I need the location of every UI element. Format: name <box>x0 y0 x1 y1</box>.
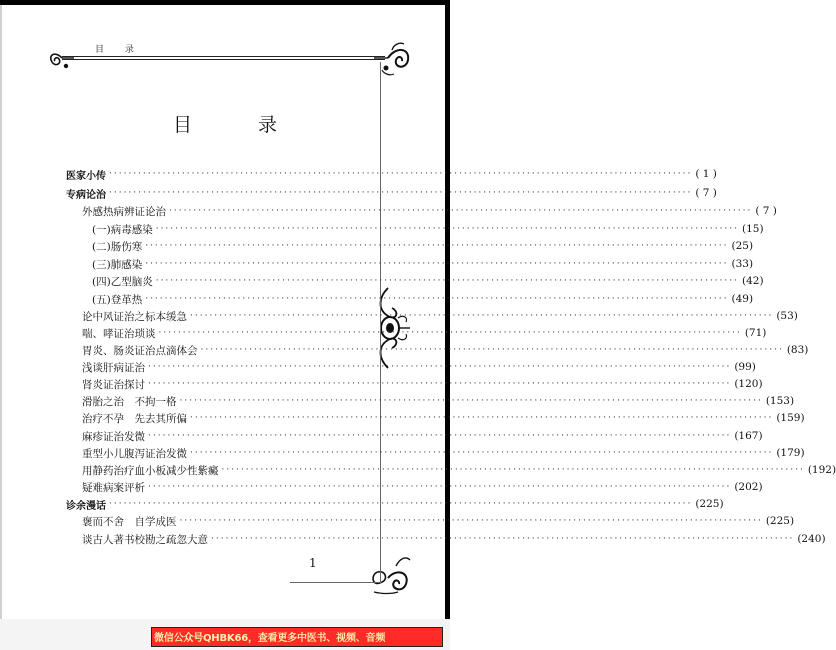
toc-leader-dots: ························································································································ <box>148 379 732 389</box>
toc-entry-title: 喘、哮证治琐谈 <box>82 327 156 340</box>
toc-entry <box>92 238 754 254</box>
toc-leader-dots: ························································································································ <box>200 345 784 355</box>
toc-entry <box>66 185 717 201</box>
toc-entry-title: 褒而不舍 自学成医 <box>82 515 177 528</box>
toc-entry <box>82 342 809 358</box>
toc-entry <box>66 166 717 182</box>
watermark-text: 微信公众号QHBK66，查看更多中医书、视频、音频 <box>154 633 386 644</box>
toc-entry-page: ( 7 ) <box>695 187 717 199</box>
left-edge <box>0 0 2 650</box>
toc-leader-dots: ························································································································ <box>190 413 774 423</box>
toc-entry-page: (15) <box>742 223 764 235</box>
toc-entry-title: 重型小儿腹泻证治发微 <box>82 447 187 460</box>
toc-entry <box>82 531 826 547</box>
toc-entry-page: (225) <box>695 498 724 510</box>
toc-entry-page: (83) <box>786 344 809 356</box>
toc-leader-dots: ························································································································ <box>190 448 774 458</box>
toc-entry <box>92 256 754 272</box>
toc-entry <box>82 445 805 461</box>
running-header-label: 目 录 <box>95 45 143 55</box>
toc-entry-page: (192) <box>807 464 836 476</box>
toc-entry-page: (53) <box>776 310 798 322</box>
toc-entry-page: ( 7 ) <box>755 205 777 217</box>
toc-entry <box>82 325 767 341</box>
toc-entry-page: (159) <box>776 412 805 424</box>
toc-entry-page: (153) <box>765 395 795 407</box>
toc-entry <box>82 462 836 478</box>
toc-entry-title: 麻疹证治发微 <box>82 430 145 443</box>
toc-leader-dots: ························································································································ <box>148 362 732 372</box>
toc-leader-dots: ························································································································ <box>145 259 729 269</box>
toc-leader-dots: ························································································································ <box>109 499 693 509</box>
toc-leader-dots: ························································································································ <box>109 169 693 179</box>
toc-entry <box>82 308 798 324</box>
toc-leader-dots: ························································································································ <box>155 276 740 286</box>
right-border <box>445 0 450 650</box>
toc-entry <box>82 410 805 426</box>
toc-leader-dots: ························································································································ <box>148 431 732 441</box>
toc-leader-dots: ························································································································ <box>169 206 753 216</box>
toc-entry-title: (三)肺感染 <box>92 258 143 271</box>
toc-leader-dots: ························································································································ <box>221 465 805 475</box>
toc-entry-title: 谈古人著书校勘之疏忽大意 <box>82 533 208 546</box>
toc-entry-title: 论中风证治之标本缓急 <box>82 310 187 323</box>
toc-entry <box>82 359 756 375</box>
toc-entry-title: (一)病毒感染 <box>92 223 153 236</box>
header-rule-double <box>62 59 385 60</box>
toc-leader-dots: ························································································································ <box>145 241 729 251</box>
toc-entry-page: (25) <box>731 240 754 252</box>
toc-entry <box>82 376 763 392</box>
toc-entry-title: 医家小传 <box>66 170 106 182</box>
top-border <box>0 0 450 5</box>
toc-entry <box>82 393 795 409</box>
toc-entry <box>82 203 777 219</box>
toc-entry-page: (33) <box>731 258 754 270</box>
toc-entry <box>92 273 764 289</box>
toc-entry-page: (99) <box>734 361 756 373</box>
toc-leader-dots: ························································································································ <box>179 396 763 406</box>
toc-entry-page: (71) <box>744 327 767 339</box>
toc-leader-dots: ························································································································ <box>109 188 693 198</box>
toc-entry-title: 肾炎证治探讨 <box>82 378 145 391</box>
toc-entry-title: (五)登革热 <box>92 293 143 306</box>
toc-entry-title: 滑胎之治 不拘一格 <box>82 395 177 408</box>
frame-rule-bottom <box>290 582 381 583</box>
toc-entry-page: (167) <box>734 430 763 442</box>
toc-leader-dots: ························································································································ <box>155 224 740 234</box>
toc-entry-page: (225) <box>765 515 795 527</box>
toc-entry-page: (202) <box>734 481 763 493</box>
corner-ornament-top-left-icon <box>46 46 76 74</box>
toc-entry <box>92 221 764 237</box>
toc-leader-dots: ························································································································ <box>211 534 795 544</box>
toc-entry-page: (49) <box>731 293 754 305</box>
toc-leader-dots: ························································································································ <box>179 516 763 526</box>
toc-leader-dots: ························································································································ <box>190 311 774 321</box>
toc-entry-title: 诊余漫话 <box>66 500 106 512</box>
toc-entry-page: (179) <box>776 447 805 459</box>
toc-entry <box>82 428 763 444</box>
toc-entry <box>82 479 763 495</box>
toc-entry-page: (240) <box>797 533 826 545</box>
toc-entry-title: 外感热病辨证论治 <box>82 205 166 218</box>
toc-entry-title: 治疗不孕 先去其所偏 <box>82 412 187 425</box>
toc-leader-dots: ························································································································ <box>145 294 729 304</box>
toc-entry-title: 用静药治疗血小板减少性紫癜 <box>82 464 219 477</box>
corner-ornament-top-right-icon <box>370 40 414 80</box>
toc-leader-dots: ························································································································ <box>158 328 742 338</box>
header-rule <box>62 56 385 57</box>
page-number: 1 <box>309 556 317 570</box>
toc-entry-title: 胃炎、肠炎证治点滴体会 <box>82 344 198 357</box>
toc-entry-title: 专病论治 <box>66 189 106 201</box>
page-title: 目 录 <box>172 114 308 136</box>
toc-leader-dots: ························································································································ <box>148 482 732 492</box>
toc-entry-title: (二)肠伤寒 <box>92 240 143 253</box>
toc-entry-page: (42) <box>742 275 764 287</box>
toc-entry-page: (120) <box>734 378 763 390</box>
toc-entry <box>82 513 795 529</box>
toc-entry-page: ( 1 ) <box>695 168 717 180</box>
toc-entry-title: 浅谈肝病证治 <box>82 361 145 374</box>
toc-entry <box>66 496 724 512</box>
toc-entry <box>92 291 754 307</box>
corner-ornament-bottom-right-icon <box>366 548 414 596</box>
toc-entry-title: (四)乙型脑炎 <box>92 275 153 288</box>
toc-entry-title: 疑难病案评析 <box>82 481 145 494</box>
